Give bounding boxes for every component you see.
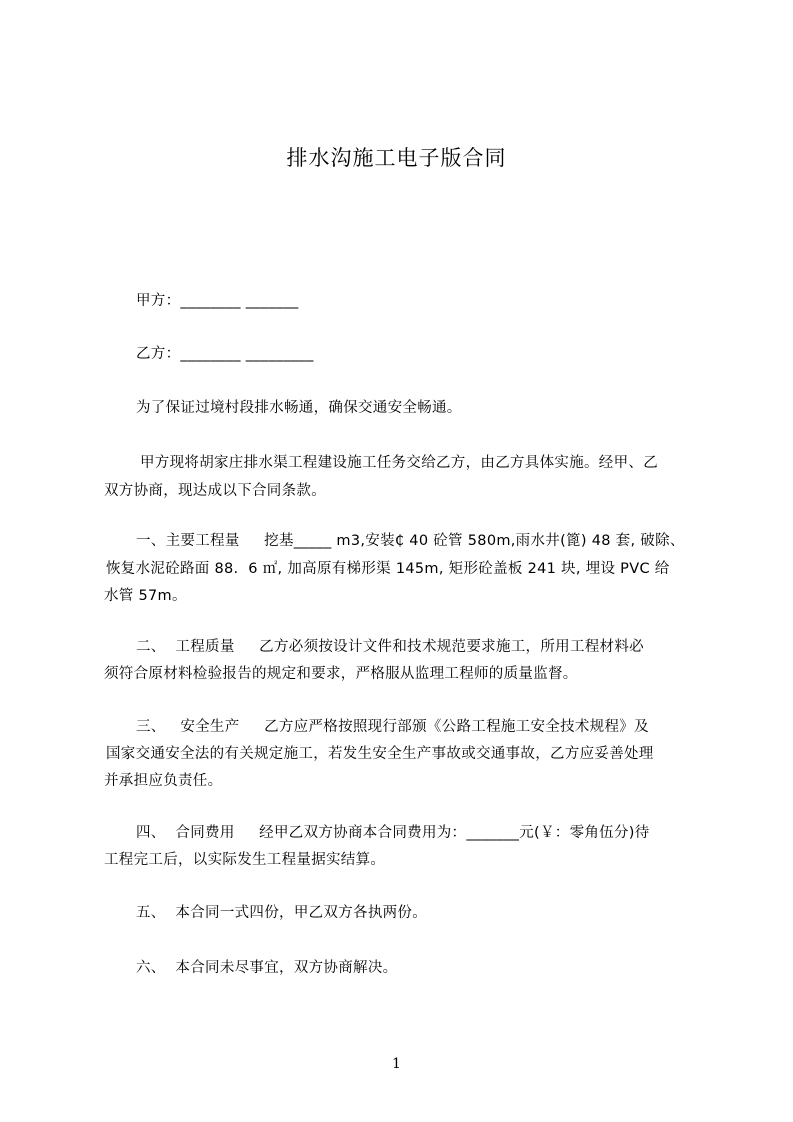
party-b-line: 乙方：________ _________ xyxy=(136,346,314,362)
clause3-line-3: 并承担应负责任。 xyxy=(104,773,223,789)
intro-line-2: 双方协商，现达成以下合同条款。 xyxy=(104,483,326,499)
clause2-line-1: 二、 工程质量 乙方必须按设计文件和技术规范要求施工，所用工程材料必 xyxy=(136,639,644,655)
clause3-line-1: 三、 安全生产 乙方应严格按照现行部颁《公路工程施工安全技术规程》及 xyxy=(136,719,649,735)
clause1-line-3: 水管 57m。 xyxy=(104,588,187,604)
intro-line-1: 甲方现将胡家庄排水渠工程建设施工任务交给乙方，由乙方具体实施。经甲、乙 xyxy=(140,455,658,471)
clause4-line-1: 四、 合同费用 经甲乙双方协商本合同费用为：_______元(￥：零角伍分)待 xyxy=(136,825,650,841)
clause2-line-2: 须符合原材料检验报告的规定和要求，严格服从监理工程师的质量监督。 xyxy=(104,666,578,682)
document-title: 排水沟施工电子版合同 xyxy=(286,146,507,170)
clause5-line: 五、 本合同一式四份，甲乙双方各执两份。 xyxy=(136,905,428,921)
purpose-line: 为了保证过境村段排水畅通，确保交通安全畅通。 xyxy=(136,400,462,416)
party-a-line: 甲方：________ _______ xyxy=(136,293,299,309)
clause1-line-2: 恢复水泥砼路面 88. 6 ㎡, 加高原有梯形渠 145m, 矩形砼盖板 241 块, 埋设 PVC 给 xyxy=(106,561,670,577)
clause3-line-2: 国家交通安全法的有关规定施工，若发生安全生产事故或交通事故，乙方应妥善处理 xyxy=(106,746,654,762)
clause1-line-1: 一、主要工程量 挖基_____ m3,安装₵ 40 砼管 580m,雨水井(篦) 48 套, 破除、 xyxy=(136,533,685,549)
page-number: 1 xyxy=(392,1056,401,1072)
clause6-line: 六、 本合同未尽事宜，双方协商解决。 xyxy=(136,960,398,976)
clause4-line-2: 工程完工后，以实际发生工程量据实结算。 xyxy=(104,852,386,868)
